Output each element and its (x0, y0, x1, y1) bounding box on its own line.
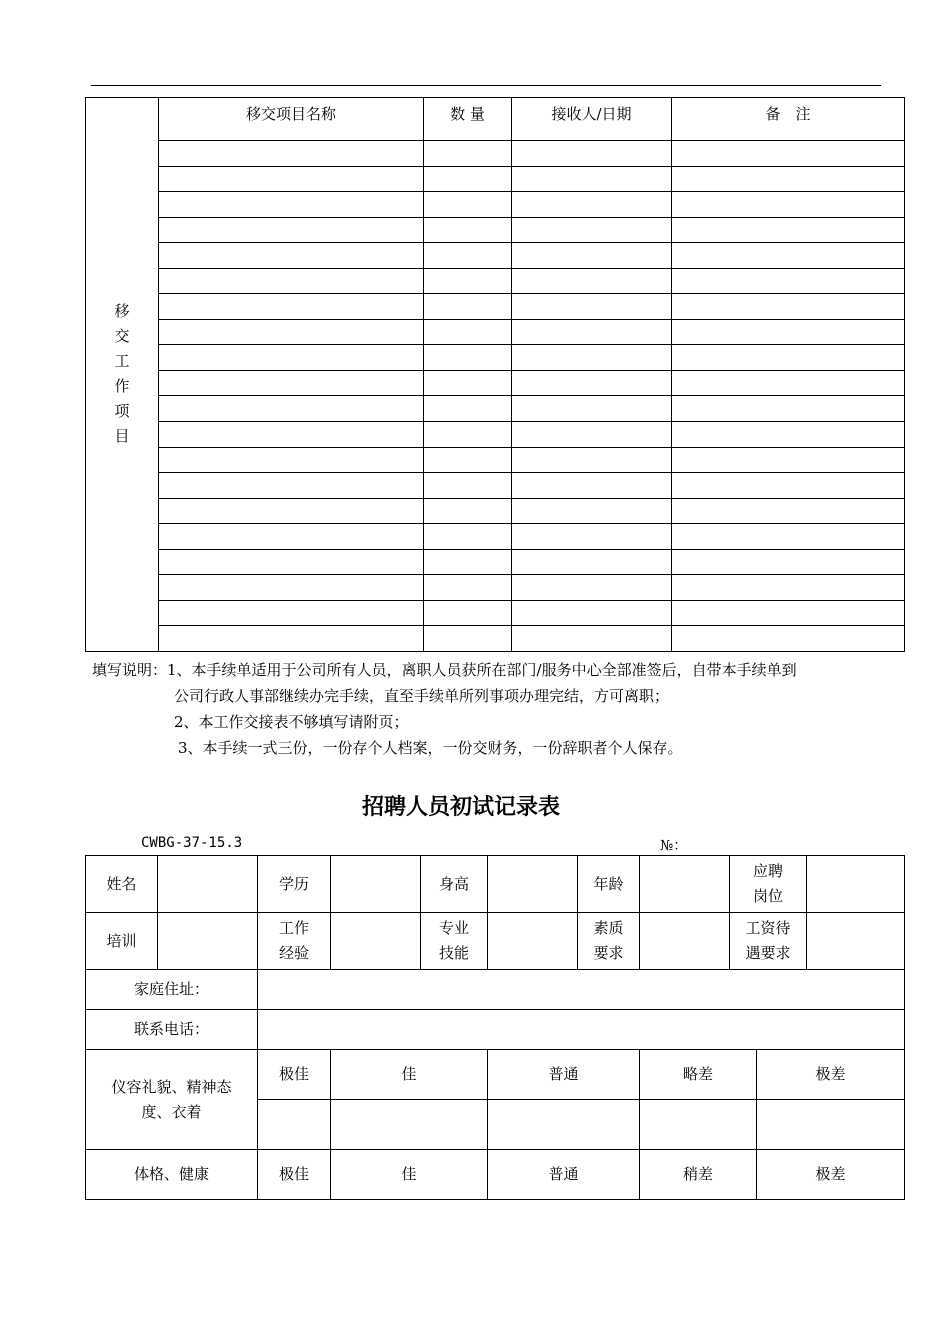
label-appearance-text: 仪容礼貌、精神态度、衣着 (111, 1077, 232, 1121)
label-age: 年龄 (578, 856, 640, 913)
table-row (86, 268, 905, 294)
handover-cell[interactable] (159, 294, 424, 320)
handover-cell[interactable] (424, 217, 512, 243)
handover-cell[interactable] (424, 166, 512, 192)
handover-cell[interactable] (672, 192, 905, 218)
label-quality (578, 913, 640, 970)
appearance-check-average[interactable] (488, 1100, 640, 1150)
handover-cell[interactable] (159, 192, 424, 218)
field-education[interactable] (331, 856, 421, 913)
handover-cell[interactable] (424, 549, 512, 575)
health-level-average: 普通 (488, 1150, 640, 1200)
header-rule (91, 85, 881, 86)
label-training: 培训 (86, 913, 158, 970)
handover-cell[interactable] (424, 447, 512, 473)
handover-cell[interactable] (672, 370, 905, 396)
field-address[interactable] (258, 970, 905, 1010)
appearance-check-good[interactable] (331, 1100, 488, 1150)
handover-cell[interactable] (512, 447, 672, 473)
handover-cell[interactable] (512, 626, 672, 652)
handover-cell[interactable] (424, 294, 512, 320)
handover-cell[interactable] (512, 166, 672, 192)
form-code: CWBG-37-15.3 (141, 835, 243, 851)
appearance-level-good: 佳 (331, 1050, 488, 1100)
label-salary-text: 工资待遇要求 (745, 919, 791, 962)
handover-cell[interactable] (424, 345, 512, 371)
appearance-check-poor[interactable] (640, 1100, 757, 1150)
table-row (86, 498, 905, 524)
table-row (86, 396, 905, 422)
table-row (86, 192, 905, 218)
handover-cell[interactable] (424, 422, 512, 448)
note-line-3: 3、本手续一式三份，一份存个人档案，一份交财务，一份辞职者个人保存。 (178, 739, 683, 757)
handover-cell[interactable] (159, 141, 424, 167)
recruit-table (85, 855, 905, 1200)
field-position[interactable] (807, 856, 905, 913)
handover-cell[interactable] (672, 422, 905, 448)
field-age[interactable] (640, 856, 730, 913)
handover-cell[interactable] (512, 217, 672, 243)
handover-cell[interactable] (512, 192, 672, 218)
handover-cell[interactable] (672, 549, 905, 575)
handover-cell[interactable] (424, 600, 512, 626)
field-height[interactable] (488, 856, 578, 913)
handover-cell[interactable] (159, 370, 424, 396)
table-row (86, 345, 905, 371)
label-education: 学历 (258, 856, 331, 913)
handover-cell[interactable] (512, 549, 672, 575)
handover-cell[interactable] (512, 422, 672, 448)
note-line-1b: 公司行政人事部继续办完手续，直至手续单所列事项办理完结，方可离职； (174, 687, 670, 705)
handover-cell[interactable] (424, 370, 512, 396)
table-row (86, 217, 905, 243)
handover-cell[interactable] (159, 217, 424, 243)
handover-cell[interactable] (159, 319, 424, 345)
table-row (86, 626, 905, 652)
handover-cell[interactable] (159, 422, 424, 448)
handover-cell[interactable] (424, 243, 512, 269)
handover-cell[interactable] (672, 345, 905, 371)
note-line-1: 填写说明：1、本手续单适用于公司所有人员，离职人员获所在部门/服务中心全部准签后，自带本手续单到 (92, 661, 797, 679)
header-receiver-date: 接收人/日期 (512, 98, 672, 141)
handover-cell[interactable] (672, 600, 905, 626)
field-name[interactable] (158, 856, 258, 913)
header-remarks: 备 注 (672, 98, 905, 141)
table-row (86, 422, 905, 448)
table-row (86, 473, 905, 499)
header-quantity: 数 量 (424, 98, 512, 141)
handover-cell[interactable] (424, 319, 512, 345)
handover-cell[interactable] (424, 396, 512, 422)
table-row (86, 141, 905, 167)
handover-cell[interactable] (424, 473, 512, 499)
field-skills[interactable] (488, 913, 578, 970)
field-training[interactable] (158, 913, 258, 970)
handover-table (85, 97, 905, 652)
note-line-2: 2、本工作交接表不够填写请附页； (174, 713, 409, 731)
handover-cell[interactable] (672, 294, 905, 320)
fill-instructions (92, 657, 892, 761)
handover-cell[interactable] (672, 217, 905, 243)
health-level-poor: 稍差 (640, 1150, 757, 1200)
table-row (86, 575, 905, 601)
handover-cell[interactable] (512, 345, 672, 371)
handover-cell[interactable] (512, 524, 672, 550)
handover-cell[interactable] (512, 498, 672, 524)
handover-cell[interactable] (512, 268, 672, 294)
handover-cell[interactable] (159, 243, 424, 269)
label-health: 体格、健康 (86, 1150, 258, 1200)
handover-cell[interactable] (424, 498, 512, 524)
appearance-check-very-poor[interactable] (757, 1100, 905, 1150)
handover-cell[interactable] (512, 141, 672, 167)
label-phone: 联系电话： (86, 1010, 258, 1050)
handover-cell[interactable] (159, 345, 424, 371)
label-skills (421, 913, 488, 970)
table-row (86, 524, 905, 550)
table-row (86, 549, 905, 575)
handover-cell[interactable] (672, 141, 905, 167)
handover-cell[interactable] (159, 626, 424, 652)
handover-cell[interactable] (512, 370, 672, 396)
handover-cell[interactable] (512, 600, 672, 626)
field-quality[interactable] (640, 913, 730, 970)
label-skills-text: 专业技能 (439, 919, 470, 962)
handover-cell[interactable] (159, 575, 424, 601)
handover-cell[interactable] (672, 447, 905, 473)
health-level-very-poor: 极差 (757, 1150, 905, 1200)
handover-cell[interactable] (512, 294, 672, 320)
field-phone[interactable] (258, 1010, 905, 1050)
handover-cell[interactable] (159, 166, 424, 192)
handover-cell[interactable] (512, 319, 672, 345)
header-item-name: 移交项目名称 (159, 98, 424, 141)
handover-cell[interactable] (424, 626, 512, 652)
label-position-text: 应聘岗位 (753, 862, 784, 905)
table-row (86, 243, 905, 269)
handover-cell[interactable] (159, 473, 424, 499)
recruit-title: 招聘人员初试记录表 (361, 795, 560, 820)
appearance-level-poor: 略差 (640, 1050, 757, 1100)
handover-cell[interactable] (424, 524, 512, 550)
handover-cell[interactable] (159, 396, 424, 422)
table-row (86, 166, 905, 192)
appearance-level-excellent: 极佳 (258, 1050, 331, 1100)
handover-cell[interactable] (512, 396, 672, 422)
health-level-excellent: 极佳 (258, 1150, 331, 1200)
handover-cell[interactable] (424, 268, 512, 294)
handover-cell[interactable] (512, 473, 672, 499)
table-row (86, 447, 905, 473)
handover-cell[interactable] (672, 268, 905, 294)
handover-cell[interactable] (159, 447, 424, 473)
handover-cell[interactable] (159, 268, 424, 294)
handover-cell[interactable] (424, 575, 512, 601)
label-appearance (86, 1050, 258, 1150)
handover-cell[interactable] (672, 498, 905, 524)
handover-cell[interactable] (672, 524, 905, 550)
handover-cell[interactable] (159, 524, 424, 550)
handover-cell[interactable] (672, 166, 905, 192)
handover-side-label: 移交工作项目 (86, 98, 159, 652)
handover-cell[interactable] (672, 626, 905, 652)
handover-cell[interactable] (672, 575, 905, 601)
handover-cell[interactable] (159, 600, 424, 626)
table-row (86, 319, 905, 345)
appearance-level-very-poor: 极差 (757, 1050, 905, 1100)
label-address: 家庭住址： (86, 970, 258, 1010)
table-row (86, 294, 905, 320)
handover-cell[interactable] (672, 243, 905, 269)
label-quality-text: 素质要求 (593, 919, 624, 962)
handover-cell[interactable] (424, 141, 512, 167)
table-row (86, 600, 905, 626)
label-work-experience-text: 工作经验 (278, 919, 309, 962)
field-work-experience[interactable] (331, 913, 421, 970)
handover-cell[interactable] (424, 192, 512, 218)
table-row (86, 370, 905, 396)
label-salary (730, 913, 807, 970)
label-position (730, 856, 807, 913)
handover-cell[interactable] (512, 243, 672, 269)
handover-cell[interactable] (672, 319, 905, 345)
handover-cell[interactable] (672, 473, 905, 499)
form-number-label: №： (660, 838, 688, 854)
handover-cell[interactable] (672, 396, 905, 422)
field-salary[interactable] (807, 913, 905, 970)
health-level-good: 佳 (331, 1150, 488, 1200)
label-work-experience (258, 913, 331, 970)
handover-cell[interactable] (159, 498, 424, 524)
label-name: 姓名 (86, 856, 158, 913)
appearance-check-excellent[interactable] (258, 1100, 331, 1150)
handover-cell[interactable] (159, 549, 424, 575)
label-height: 身高 (421, 856, 488, 913)
handover-cell[interactable] (512, 575, 672, 601)
appearance-level-average: 普通 (488, 1050, 640, 1100)
